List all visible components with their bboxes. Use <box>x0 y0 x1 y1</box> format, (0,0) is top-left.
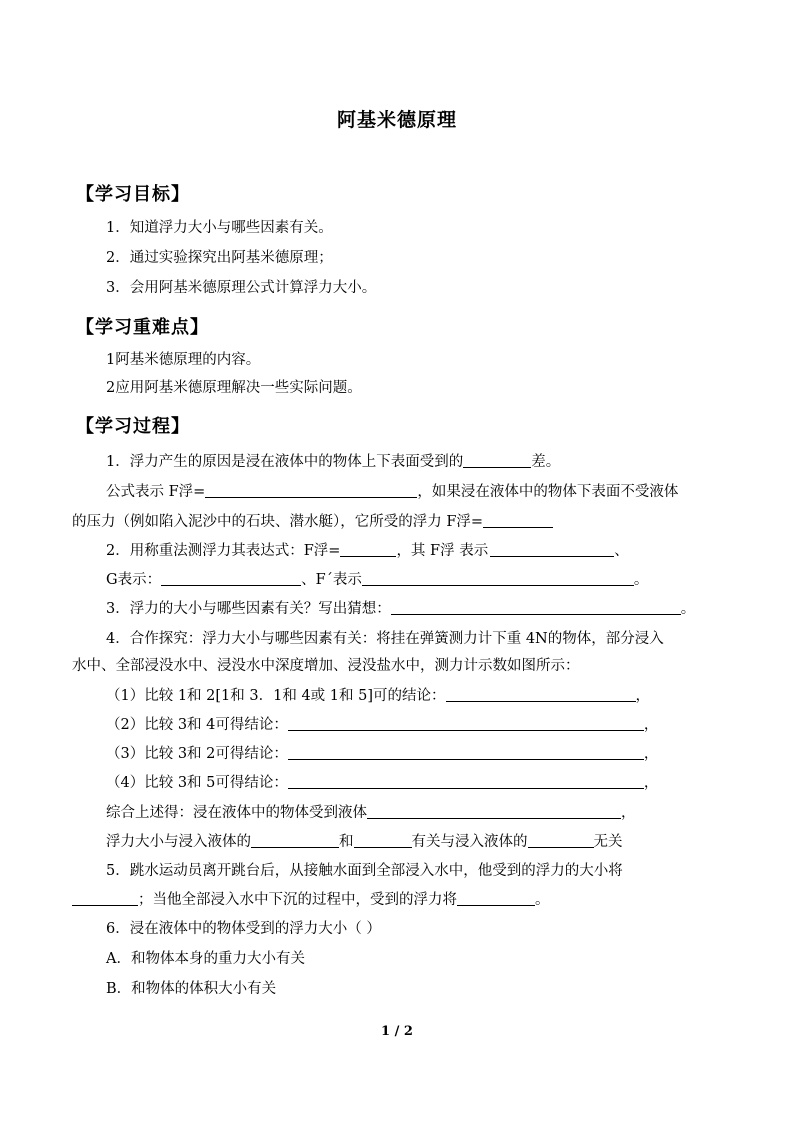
goals-heading: 【学习目标】 <box>76 184 190 205</box>
summary-line-2: 浮力大小与浸入液体的 和 有关与浸入液体的 无关 <box>106 834 623 850</box>
question-3: 3．浮力的大小与哪些因素有关？写出猜想： 。 <box>106 601 696 617</box>
answer-blank[interactable] <box>354 832 412 848</box>
question-1: 1．浮力产生的原因是浸在液体中的物体上下表面受到的 差。 <box>106 454 561 470</box>
option-b: B．和物体的体积大小有关 <box>106 981 277 997</box>
answer-blank[interactable] <box>288 715 644 731</box>
key-points-heading: 【学习重难点】 <box>76 317 209 338</box>
goal-item: 2．通过实验探究出阿基米德原理； <box>106 250 333 266</box>
answer-blank[interactable] <box>340 541 396 557</box>
question-2-cont: G表示： 、F´表示 。 <box>106 572 649 588</box>
process-heading: 【学习过程】 <box>76 416 190 437</box>
answer-blank[interactable] <box>288 773 644 789</box>
question-4-item: （1）比较 1和 2[1和 3．1和 4或 1和 5]可的结论： ， <box>106 688 650 704</box>
question-4-item: （3）比较 3和 2可得结论： ， <box>106 746 659 762</box>
question-1-formula: 公式表示 F浮= ，如果浸在液体中的物体下表面不受液体 <box>106 484 679 500</box>
answer-blank[interactable] <box>457 890 535 906</box>
question-4-cont: 水中、全部浸没水中、浸没水中深度增加、浸没盐水中，测力计示数如图所示： <box>72 658 580 674</box>
answer-blank[interactable] <box>490 541 614 557</box>
question-5: 5．跳水运动员离开跳台后，从接触水面到全部浸入水中，他受到的浮力的大小将 <box>106 863 623 879</box>
goal-item: 1．知道浮力大小与哪些因素有关。 <box>106 220 333 236</box>
option-a: A．和物体本身的重力大小有关 <box>106 951 305 967</box>
question-1-cont: 的压力（例如陷入泥沙中的石块、潜水艇），它所受的浮力 F浮= <box>72 512 553 532</box>
question-2: 2．用称重法测浮力其表达式：F浮= ，其 F浮 表示 、 <box>106 543 629 559</box>
question-6: 6．浸在液体中的物体受到的浮力大小（ ） <box>106 921 381 937</box>
answer-blank[interactable] <box>367 803 621 819</box>
answer-blank[interactable] <box>288 744 644 760</box>
question-4-item: （2）比较 3和 4可得结论： ， <box>106 717 659 733</box>
key-point-item: 1阿基米德原理的内容。 <box>106 352 261 368</box>
answer-blank[interactable] <box>161 570 301 586</box>
answer-blank[interactable] <box>463 452 531 468</box>
page-title: 阿基米德原理 <box>336 109 457 131</box>
answer-blank[interactable] <box>391 599 681 615</box>
question-4-item: （4）比较 3和 5可得结论： ， <box>106 775 659 791</box>
answer-blank[interactable] <box>205 482 417 498</box>
answer-blank[interactable] <box>251 832 339 848</box>
goal-item: 3．会用阿基米德原理公式计算浮力大小。 <box>106 280 377 296</box>
summary-line: 综合上述得：浸在液体中的物体受到液体 ， <box>106 805 636 821</box>
page-number: 1 / 2 <box>381 1024 413 1039</box>
answer-blank[interactable] <box>446 686 636 702</box>
answer-blank[interactable] <box>72 890 138 906</box>
answer-blank[interactable] <box>483 512 553 528</box>
question-4: 4．合作探究：浮力大小与哪些因素有关：将挂在弹簧测力计下重 4N的物体，部分浸入 <box>106 631 664 647</box>
key-point-item: 2应用阿基米德原理解决一些实际问题。 <box>106 380 362 396</box>
answer-blank[interactable] <box>362 570 634 586</box>
answer-blank[interactable] <box>528 832 594 848</box>
question-5-cont: ；当他全部浸入水中下沉的过程中，受到的浮力将 。 <box>72 890 550 910</box>
